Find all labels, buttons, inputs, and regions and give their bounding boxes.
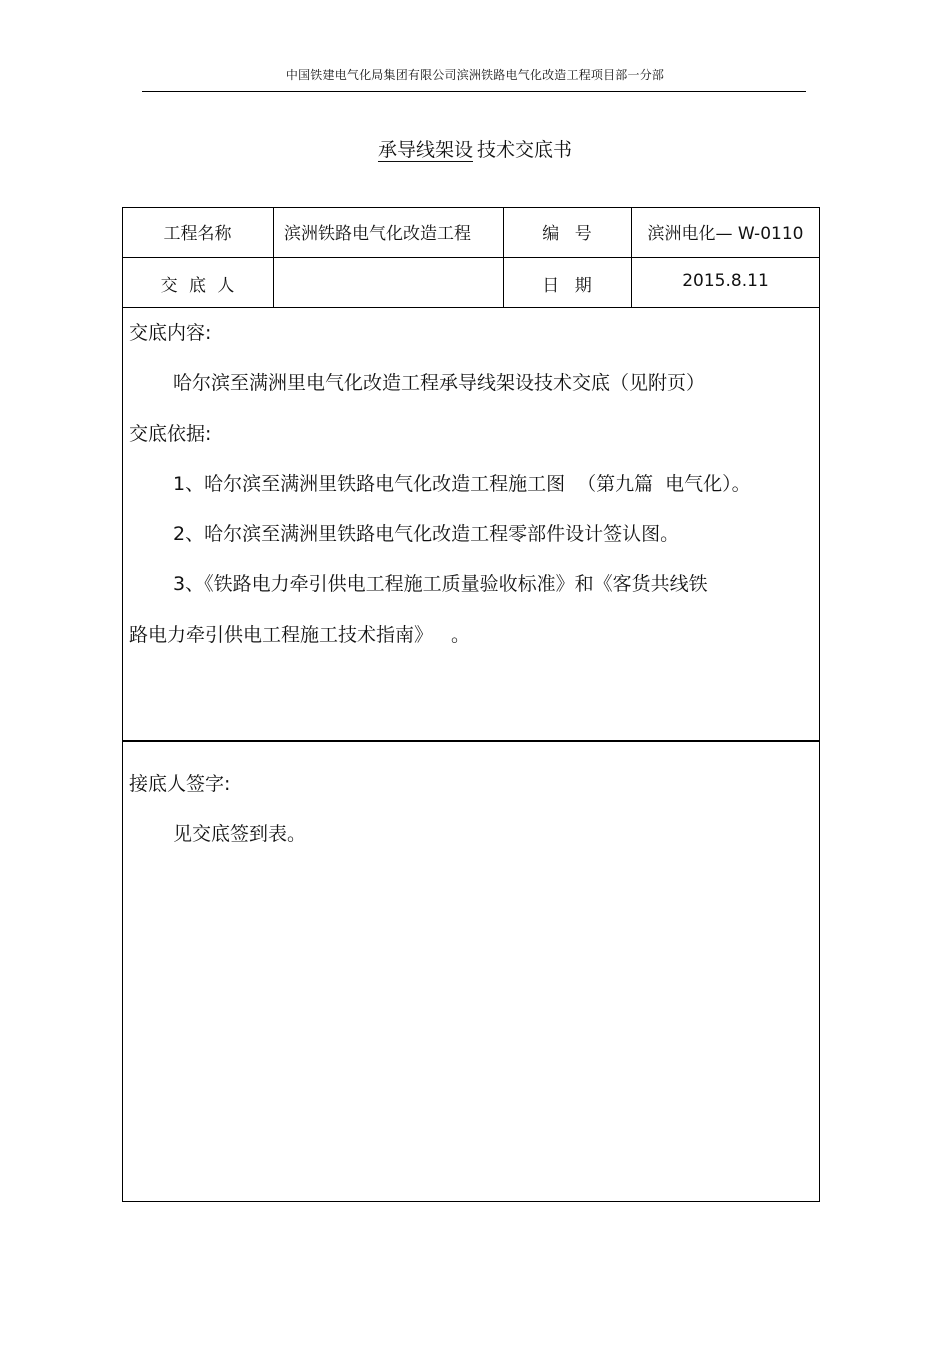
presenter-label: 交 底 人: [160, 276, 235, 296]
row-divider: [122, 257, 820, 258]
title-topic: 承导线架设: [377, 139, 473, 161]
basis-item: 3、《铁路电力牵引供电工程施工质量验收标准》和《客货共线铁: [173, 573, 708, 595]
project-name-value: 滨洲铁路电气化改造工程: [284, 224, 471, 244]
signature-heading: 接底人签字:: [129, 773, 231, 795]
basis-item: 1、哈尔滨至满洲里铁路电气化改造工程施工图 （第九篇 电气化）。: [173, 473, 751, 495]
content-heading: 交底内容:: [129, 322, 212, 344]
basis-heading: 交底依据:: [129, 423, 212, 445]
content-text: 哈尔滨至满洲里电气化改造工程承导线架设技术交底（见附页）: [173, 372, 706, 394]
column-divider: [273, 207, 274, 307]
number-value: 滨洲电化— W-0110: [647, 224, 804, 244]
date-value: 2015.8.11: [682, 271, 769, 291]
header-divider: [142, 91, 806, 92]
company-header: 中国铁建电气化局集团有限公司滨洲铁路电气化改造工程项目部一分部: [285, 68, 665, 82]
signature-text: 见交底签到表。: [173, 823, 307, 845]
basis-item-continued: 路电力牵引供电工程施工技术指南》 。: [129, 624, 471, 646]
title-suffix: 技术交底书: [477, 139, 573, 161]
date-label: 日 期: [542, 276, 592, 296]
document-title: [0, 135, 950, 162]
number-label: 编 号: [542, 224, 592, 244]
section-divider: [122, 740, 820, 742]
row-divider: [122, 307, 820, 308]
project-name-label: 工程名称: [163, 224, 232, 244]
form-table: [122, 207, 820, 1202]
basis-item: 2、哈尔滨至满洲里铁路电气化改造工程零部件设计签认图。: [173, 523, 680, 545]
